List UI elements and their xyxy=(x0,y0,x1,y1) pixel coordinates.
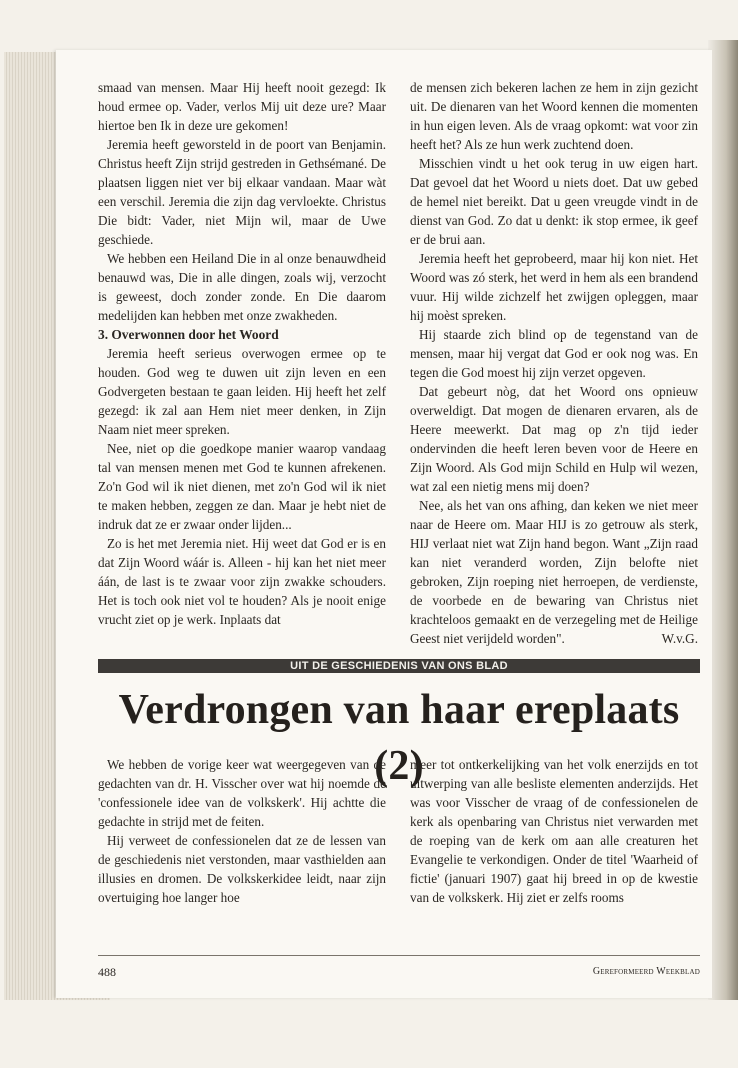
paragraph: We hebben een Heiland Die in al onze benauwdheid benauwd was, Die in alle dingen, zoals wij, verzocht is geweest, doch zonder zonde. En Die daarom medelijden kan hebben met onze zwakheden. xyxy=(98,251,386,323)
footer-divider xyxy=(98,955,700,956)
article-column-right xyxy=(410,78,698,648)
paragraph: Nee, als het van ons afhing, dan keken we niet meer naar de Heere om. Maar HIJ is zo getrouw als sterk, HIJ verlaat niet wat Zijn hand begon. Want „Zijn raad kan niet veranderd worden, Zijn belofte niet gebroken, Zijn roeping niet herroepen, de verdienste, de voorbede en de bewaring van Christus niet krachteloos gemaakt en de verzegeling met de Heilige Geest niet verijdeld worden". xyxy=(410,498,698,646)
paragraph: Hij verweet de confessionelen dat ze de lessen van de geschiedenis niet verstonden, maar vasthielden aan illusies en dromen. De volkskerkidee leidt, naar zijn overtuiging hoe langer hoe xyxy=(98,833,386,905)
paragraph: meer tot ontkerkelijking van het volk enerzijds en tot uitwerping van alle besliste elementen anderzijds. Het was voor Visscher de vraag of de confessionelen de kerk als openbaring van Christus niet verwarden met de roeping van de kerk om aan alle creaturen het Evangelie te verkondigen. Onder de titel 'Waarheid of fictie' (januari 1907) gaat hij breed in op de kwestie van de volkskerk. Hij ziet er zelfs rooms xyxy=(410,757,698,905)
paragraph: Hij staarde zich blind op de tegenstand van de mensen, maar hij vergat dat God er ook nog was. En tegen die God moest hij zijn verzet opgeven. xyxy=(410,327,698,380)
book-spine-shadow xyxy=(708,40,738,1000)
publication-name: Gereformeerd Weekblad xyxy=(592,966,700,977)
magazine-page xyxy=(56,50,712,998)
article-column-right xyxy=(410,755,698,907)
paragraph: Jeremia heeft serieus overwogen ermee op te houden. God weg te duwen uit zijn leven en een Godvergeten bestaan te gaan leiden. Hij heeft het zelf gezegd: ik zal aan Hem niet meer denken, in Zijn Naam niet meer spreken. xyxy=(98,346,386,437)
paragraph: Dat gebeurt nòg, dat het Woord ons opnieuw overweldigt. Dat mogen de dienaren ervaren, als de Heere meewerkt. Dat mag op z'n tijd ieder ondervinden die heeft leren beven voor de Heere en Zijn Woord. Als God mijn Schild en Hulp wil wezen, wat zal een nietig mens mij doen? xyxy=(410,384,698,494)
paragraph: Jeremia heeft geworsteld in de poort van Benjamin. Christus heeft Zijn strijd gestreden in Gethsémané. De plaatsen liggen niet ver bij elkaar vandaan. Maar wàt een verschil. Jeremia die zijn dag vervloekte. Christus Die bidt: Vader, niet Mijn wil, maar de Uwe geschiede. xyxy=(98,137,386,247)
paragraph: Jeremia heeft het geprobeerd, maar hij kon niet. Het Woord was zó sterk, het werd in hem als een brandend vuur. Hij wilde zichzelf het zwijgen opleggen, maar hij moèst spreken. xyxy=(410,251,698,323)
paragraph: Zo is het met Jeremia niet. Hij weet dat God er is en dat Zijn Woord wáár is. Alleen - hij kan het niet meer áán, de last is te zwaar voor zijn zwakke schouders. Het is toch ook niet vol te houden? Als je nooit enige vrucht ziet op je werk. Inplaats dat xyxy=(98,536,386,627)
article-column-left xyxy=(98,78,386,629)
author-initials: W.v.G. xyxy=(661,631,698,646)
article-headline: Verdrongen van haar ereplaats (2) xyxy=(118,687,680,789)
paragraph: smaad van mensen. Maar Hij heeft nooit gezegd: Ik houd ermee op. Vader, verlos Mij uit deze ure? Maar hiertoe ben Ik in deze ure gekomen! xyxy=(98,80,386,133)
section-banner: UIT DE GESCHIEDENIS VAN ONS BLAD xyxy=(98,659,700,673)
page-number: 488 xyxy=(98,965,116,979)
paragraph: Misschien vindt u het ook terug in uw eigen hart. Dat gevoel dat het Woord u niets doet. Dat uw gebed de hemel niet bereikt. Dat u geen vreugde vindt in de dienst van God. Zo dat u denkt: ik stop ermee, ik geef er de brui aan. xyxy=(410,156,698,247)
paragraph: We hebben de vorige keer wat weergegeven van de gedachten van dr. H. Visscher over wat hij noemde de 'confessionele idee van de volkskerk'. Hij achtte die gedachte in strijd met de feiten. xyxy=(98,757,386,829)
article-column-left xyxy=(98,755,386,907)
paragraph: Nee, niet op die goedkope manier waarop vandaag tal van mensen menen met God te kunnen afrekenen. Zo'n God wil ik niet dienen, met zo'n God wil ik niet te maken hebben, zeggen ze dan. Maar je hebt niet de indruk dat ze er zwaar onder lijden... xyxy=(98,441,386,532)
section-heading: 3. Overwonnen door het Woord xyxy=(98,327,279,342)
paragraph: de mensen zich bekeren lachen ze hem in zijn gezicht uit. De dienaren van het Woord kennen die momenten in hun eigen leven. Als de vraag opkomt: wat voor zin heeft het? Als ze hun werk zuchtend doen. xyxy=(410,80,698,152)
